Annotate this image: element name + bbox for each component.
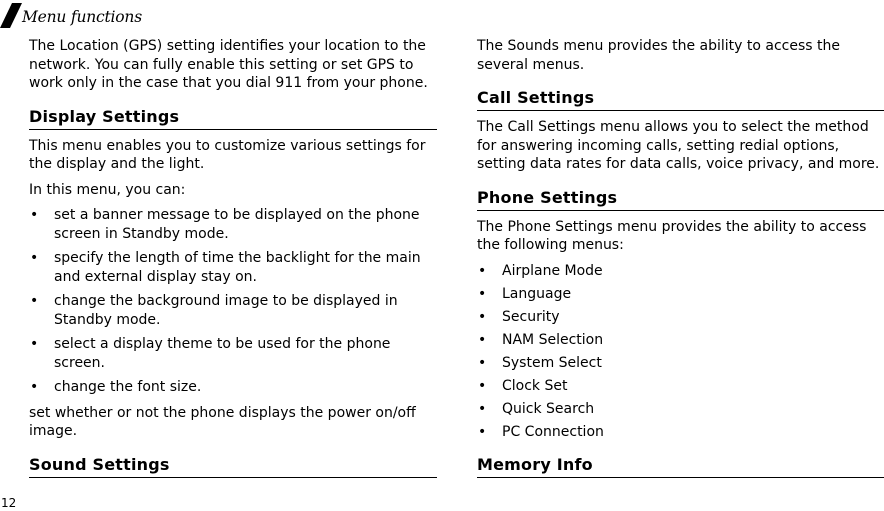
header-accent-bar [0,3,22,28]
page-number: 12 [1,496,17,510]
list-item-text: Clock Set [502,377,568,394]
list-item [29,378,437,397]
bullet-icon: • [478,285,487,302]
list-item [477,423,884,442]
list-item-text: NAM Selection [502,331,604,348]
display-settings-lead-in: In this menu, you can: [29,181,186,198]
list-item-text: change the background image to be displayed in Standby mode. [54,293,398,328]
list-item [477,285,884,304]
phone-settings-heading: Phone Settings [477,187,618,207]
list-item-text: set a banner message to be displayed on the phone screen in Standby mode. [54,207,420,242]
section-rule [477,210,884,211]
bullet-icon: • [478,331,487,348]
right-column [477,37,884,485]
bullet-icon: • [30,250,39,266]
call-settings-paragraph: The Call Settings menu allows you to select the method for answering incoming calls, setting redial options, setting data rates for data calls, voice privacy, and more. [477,119,880,172]
bullet-icon: • [478,400,487,417]
display-settings-heading: Display Settings [29,106,180,126]
list-item-text: PC Connection [502,423,604,440]
list-item [29,249,437,286]
list-item [29,292,437,329]
list-item [477,308,884,327]
display-settings-list [29,206,437,397]
call-settings-heading: Call Settings [477,88,595,107]
list-item-text: Language [502,285,572,302]
list-item-text: Quick Search [502,400,595,417]
gps-intro-paragraph: The Location (GPS) setting identifies your location to the network. You can fully enable this setting or set GPS to work only in the case that you dial 911 from your phone. [29,38,428,91]
list-item-text: System Select [502,354,602,371]
list-item-text: select a display theme to be used for the phone screen. [54,336,391,371]
sound-settings-heading: Sound Settings [29,454,170,474]
phone-settings-paragraph: The Phone Settings menu provides the ability to access the following menus: [477,218,867,253]
phone-settings-list [477,262,884,442]
bullet-icon: • [30,379,39,395]
bullet-icon: • [478,354,487,371]
bullet-icon: • [30,293,39,309]
list-item-text: Security [502,308,560,325]
bullet-icon: • [478,377,487,394]
bullet-icon: • [478,308,487,325]
list-item [477,262,884,281]
list-item [477,354,884,373]
list-item [477,400,884,419]
list-item-text: specify the length of time the backlight for the main and external display stay on. [54,250,421,285]
section-rule [29,477,437,478]
power-image-paragraph: set whether or not the phone displays the power on/off image. [29,404,416,439]
sounds-menu-paragraph: The Sounds menu provides the ability to access the several menus. [477,38,840,73]
display-settings-paragraph: This menu enables you to customize various settings for the display and the light. [29,137,426,172]
list-item-text: Airplane Mode [502,262,603,279]
list-item [29,206,437,243]
bullet-icon: • [478,262,487,279]
section-rule [29,129,437,130]
list-item [477,377,884,396]
page-header-title: Menu functions [22,8,142,26]
memory-info-heading: Memory Info [477,455,593,474]
bullet-icon: • [30,336,39,352]
list-item-text: change the font size. [54,379,202,395]
list-item [477,331,884,350]
section-rule [477,477,884,478]
left-column [29,37,437,485]
list-item [29,335,437,372]
section-rule [477,110,884,111]
bullet-icon: • [478,423,487,440]
bullet-icon: • [30,207,39,223]
